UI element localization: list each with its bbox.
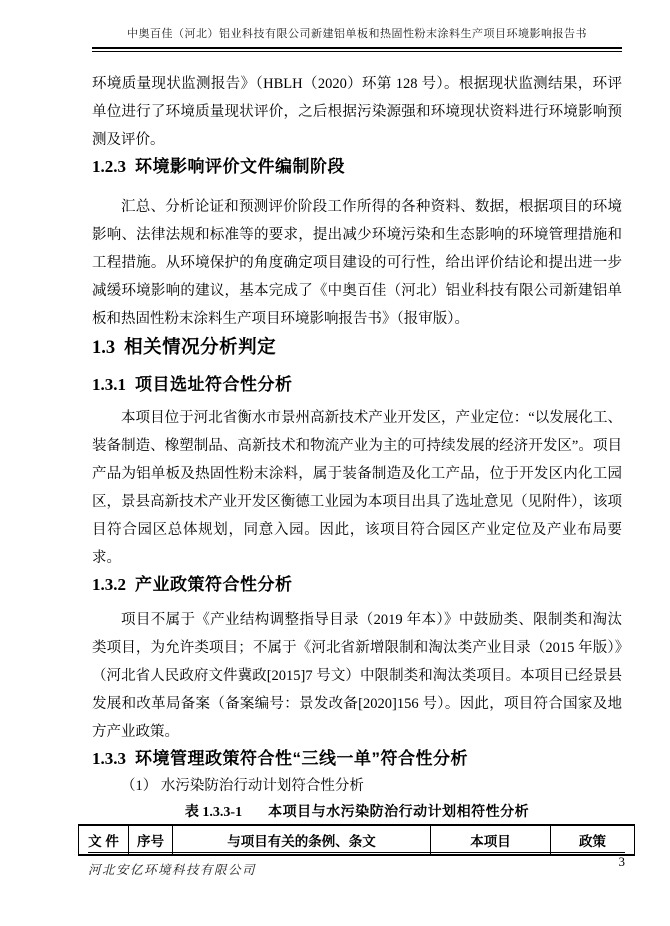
heading-number: 1.2.3 [92,157,126,176]
table-caption-text: 本项目与水污染防治行动计划相符性分析 [268,803,530,819]
heading-1-3 [92,333,622,362]
paragraph-monitoring-report: 环境质量现状监测报告》（HBLH（2020）环第 128 号）。根据现状监测结果，环评单位进行了环境质量现状评价，之后根据污染源强和环境现状资料进行环境影响预测及评价。 [92,76,622,148]
footer-company-name: 河北安亿环境科技有限公司 [88,863,257,877]
heading-text: 项目选址符合性分析 [135,375,293,394]
heading-1-2-3 [92,154,622,180]
heading-number: 1.3.1 [92,375,126,394]
table-header-row [79,825,635,855]
page-footer [88,852,625,878]
page-number: 3 [618,854,625,869]
heading-1-3-2 [92,572,622,598]
heading-text: 环境管理政策符合性“三线一单”符合性分析 [135,749,468,768]
heading-number: 1.3.2 [92,575,126,594]
column-header-file: 文 件 [79,825,129,855]
running-header-title: 中奥百佳（河北）铝业科技有限公司新建铝单板和热固性粉末涂料生产项目环境影响报告书 [127,28,587,40]
column-header-policy: 政策 [551,825,635,855]
column-header-clauses: 与项目有关的条例、条文 [173,825,431,855]
column-header-index: 序号 [129,825,173,855]
table-caption-number: 表 1.3.3-1 [184,805,243,820]
heading-number: 1.3 [92,338,116,358]
heading-1-3-1 [92,372,622,398]
column-header-project: 本项目 [431,825,551,855]
heading-number: 1.3.3 [92,749,126,768]
heading-text: 环境影响评价文件编制阶段 [135,157,345,176]
header-double-rule [92,47,622,52]
table-caption [92,800,622,824]
heading-1-3-3 [92,746,622,772]
heading-text: 相关情况分析判定 [124,336,277,357]
heading-text: 产业政策符合性分析 [135,575,293,594]
paragraph-1-3-2: 项目不属于《产业结构调整指导目录（2019 年本）》中鼓励类、限制类和淘汰类项目，为允许类项目；不属于《河北省新增限制和淘汰类产业目录（2015 年版）》（河北省人民政府文件冀政[2015]7 号文）中限制类和淘汰类项目。本项目已经景县发展和改革局备案（备案编号：景发改备[2020]156 号）。因此，项目符合国家及地方产业政策。 [92,612,622,740]
list-item-water-pollution: （1） 水污染防治行动计划符合性分析 [121,778,364,794]
paragraph-1-3-1: 本项目位于河北省衡水市景州高新技术产业开发区，产业定位：“以发展化工、装备制造、橡塑制品、高新技术和物流产业为主的可持续发展的经济开发区”。项目产品为铝单板及热固性粉末涂料，属于装备制造及化工产品，位于开发区内化工园区，景县高新技术产业开发区衡德工业园为本项目出具了选址意见（见附件），该项目符合园区总体规划，同意入园。因此，该项目符合园区产业定位及产业布局要求。 [92,410,622,566]
document-body [88,70,622,856]
paragraph-1-2-3: 汇总、分析论证和预测评价阶段工作所得的各种资料、数据，根据项目的环境影响、法律法规和标准等的要求，提出减少环境污染和生态影响的环境管理措施和工程措施。从环境保护的角度确定项目建设的可行性，给出评价结论和提出进一步减缓环境影响的建议，基本完成了《中奥百佳（河北）铝业科技有限公司新建铝单板和热固性粉末涂料生产项目环境影响报告书》（报审版）。 [92,199,622,327]
